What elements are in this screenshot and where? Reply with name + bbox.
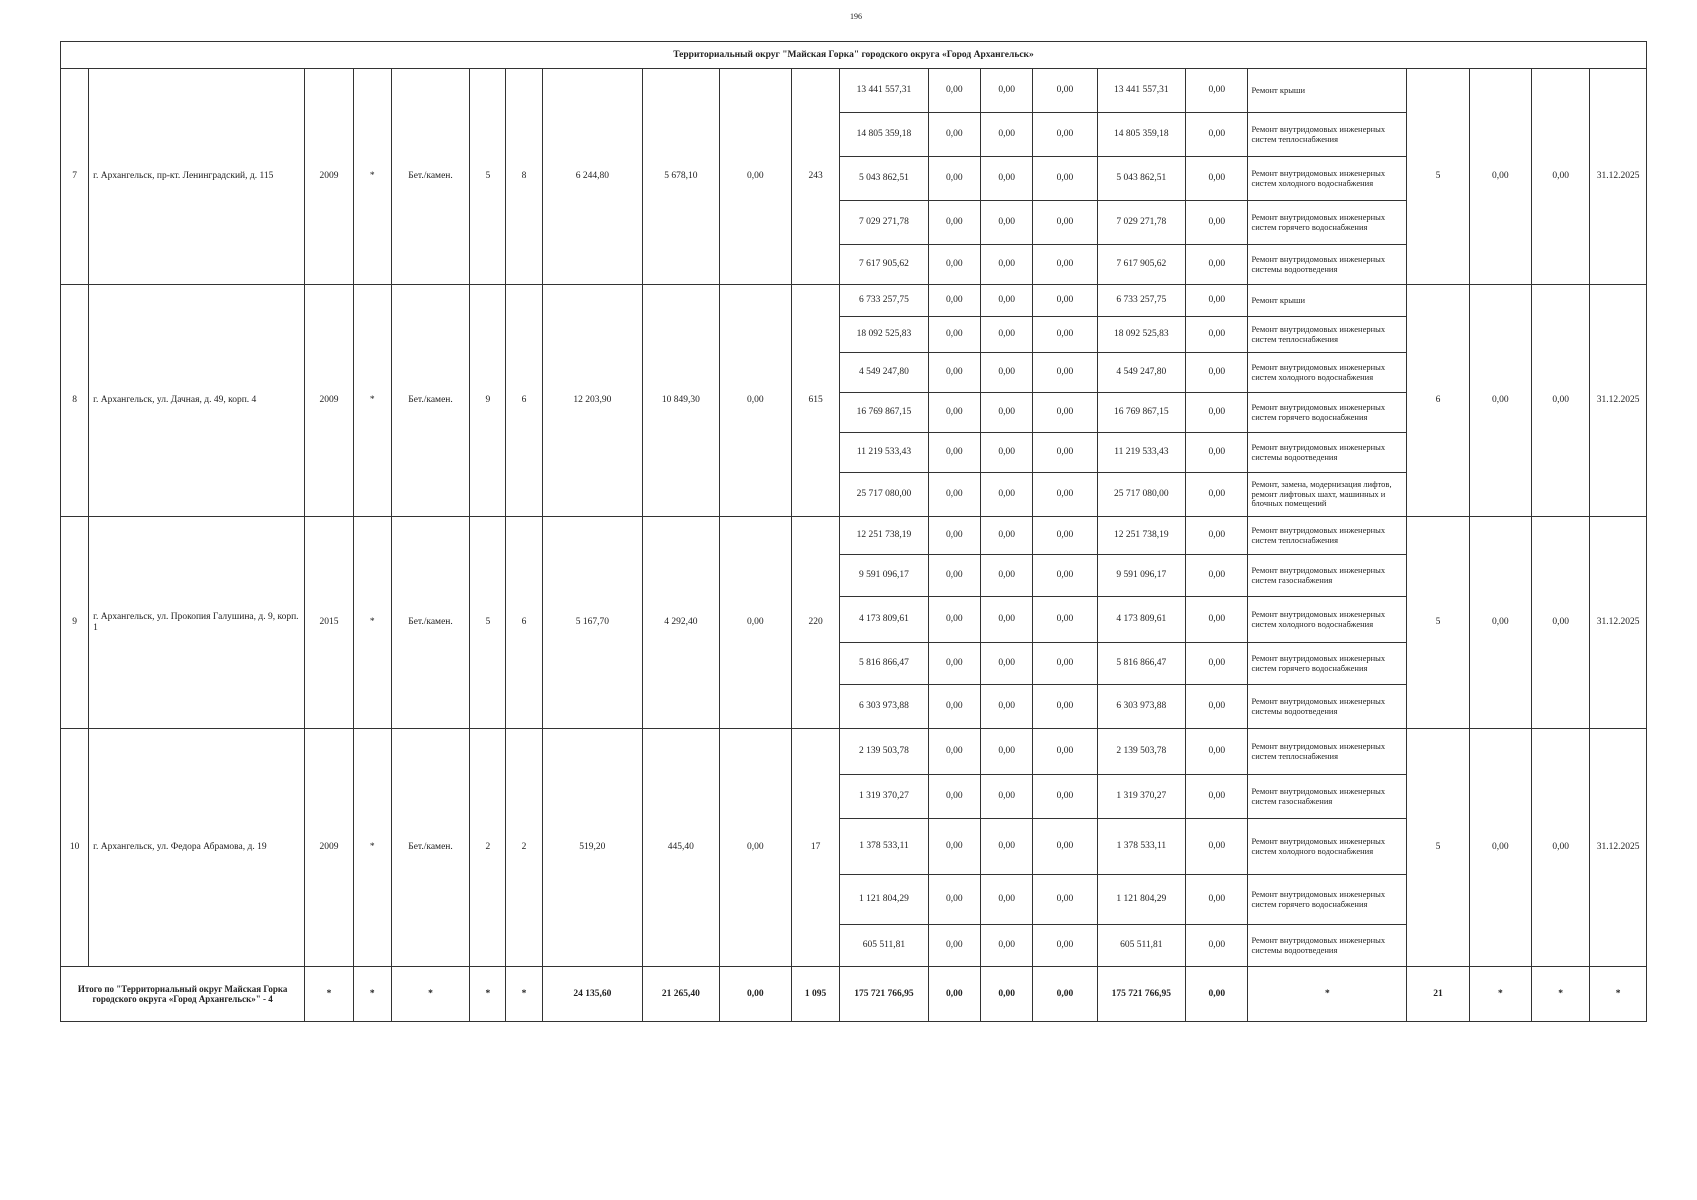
total-area: 6 244,80 <box>542 69 643 285</box>
wall-material: Бет./камен. <box>391 69 469 285</box>
work-funds-2: 0,00 <box>980 201 1032 245</box>
work-funds-other: 0,00 <box>1186 353 1248 393</box>
work-type: Ремонт внутридомовых инженерных системы водоотведения <box>1248 245 1407 285</box>
work-funds-1: 0,00 <box>928 317 980 353</box>
work-funds-other: 0,00 <box>1186 555 1248 597</box>
work-funds-1: 0,00 <box>928 69 980 113</box>
work-funds-1: 0,00 <box>928 393 980 433</box>
work-count: 5 <box>1407 517 1469 729</box>
table-row <box>61 69 1647 113</box>
work-type: Ремонт внутридомовых инженерных системы водоотведения <box>1248 685 1407 729</box>
nonliving-area: 0,00 <box>719 69 791 285</box>
work-funds-1: 0,00 <box>928 555 980 597</box>
total-b: * <box>1532 967 1590 1022</box>
work-type: Ремонт внутридомовых инженерных систем горячего водоснабжения <box>1248 875 1407 925</box>
work-cost: 1 378 533,11 <box>840 819 928 875</box>
last-repair-year: * <box>353 729 391 967</box>
work-type: Ремонт внутридомовых инженерных систем теплоснабжения <box>1248 317 1407 353</box>
living-area: 10 849,30 <box>643 285 719 517</box>
work-type: Ремонт, замена, модернизация лифтов, ремонт лифтовых шахт, машинных и блочных помещений <box>1248 473 1407 517</box>
residents-count: 17 <box>791 729 839 967</box>
work-funds-3: 0,00 <box>1033 285 1097 317</box>
wall-material: Бет./камен. <box>391 285 469 517</box>
work-cost: 18 092 525,83 <box>840 317 928 353</box>
work-cost: 1 121 804,29 <box>840 875 928 925</box>
work-funds-other: 0,00 <box>1186 473 1248 517</box>
completion-date: 31.12.2025 <box>1590 517 1647 729</box>
total-c1: 0,00 <box>928 967 980 1022</box>
residents-count: 615 <box>791 285 839 517</box>
work-funds-1: 0,00 <box>928 433 980 473</box>
commission-year: 2015 <box>305 517 353 729</box>
work-funds-owners: 7 029 271,78 <box>1097 201 1185 245</box>
work-funds-owners: 1 121 804,29 <box>1097 875 1185 925</box>
work-funds-owners: 6 303 973,88 <box>1097 685 1185 729</box>
work-funds-3: 0,00 <box>1033 775 1097 819</box>
work-funds-2: 0,00 <box>980 597 1032 643</box>
work-type: Ремонт внутридомовых инженерных систем холодного водоснабжения <box>1248 819 1407 875</box>
work-funds-other: 0,00 <box>1186 517 1248 555</box>
work-funds-2: 0,00 <box>980 69 1032 113</box>
work-cost: 9 591 096,17 <box>840 555 928 597</box>
work-funds-owners: 14 805 359,18 <box>1097 113 1185 157</box>
work-cost: 14 805 359,18 <box>840 113 928 157</box>
work-cost: 4 549 247,80 <box>840 353 928 393</box>
unit-cost-b: 0,00 <box>1532 69 1590 285</box>
commission-year: 2009 <box>305 69 353 285</box>
work-funds-other: 0,00 <box>1186 245 1248 285</box>
work-type: Ремонт внутридомовых инженерных систем теплоснабжения <box>1248 517 1407 555</box>
work-funds-2: 0,00 <box>980 819 1032 875</box>
completion-date: 31.12.2025 <box>1590 285 1647 517</box>
floor-count: 5 <box>470 517 506 729</box>
unit-cost-a: 0,00 <box>1469 285 1531 517</box>
unit-cost-a: 0,00 <box>1469 729 1531 967</box>
building-number: 10 <box>61 729 89 967</box>
entrance-count: 8 <box>506 69 542 285</box>
floor-count: 2 <box>470 729 506 967</box>
work-funds-other: 0,00 <box>1186 685 1248 729</box>
building-number: 8 <box>61 285 89 517</box>
total-c5: 0,00 <box>1186 967 1248 1022</box>
work-cost: 4 173 809,61 <box>840 597 928 643</box>
total-year: * <box>305 967 353 1022</box>
work-funds-owners: 12 251 738,19 <box>1097 517 1185 555</box>
work-funds-1: 0,00 <box>928 775 980 819</box>
unit-cost-a: 0,00 <box>1469 517 1531 729</box>
work-count: 5 <box>1407 729 1469 967</box>
work-funds-owners: 25 717 080,00 <box>1097 473 1185 517</box>
work-type: Ремонт внутридомовых инженерных систем холодного водоснабжения <box>1248 157 1407 201</box>
work-funds-1: 0,00 <box>928 643 980 685</box>
work-funds-3: 0,00 <box>1033 517 1097 555</box>
work-cost: 6 303 973,88 <box>840 685 928 729</box>
wall-material: Бет./камен. <box>391 517 469 729</box>
living-area: 4 292,40 <box>643 517 719 729</box>
total-type: * <box>1248 967 1407 1022</box>
work-funds-other: 0,00 <box>1186 597 1248 643</box>
entrance-count: 6 <box>506 285 542 517</box>
work-funds-3: 0,00 <box>1033 643 1097 685</box>
building-number: 9 <box>61 517 89 729</box>
living-area: 5 678,10 <box>643 69 719 285</box>
commission-year: 2009 <box>305 285 353 517</box>
work-cost: 11 219 533,43 <box>840 433 928 473</box>
capital-repair-table <box>60 41 1647 1022</box>
work-funds-1: 0,00 <box>928 925 980 967</box>
work-cost: 2 139 503,78 <box>840 729 928 775</box>
work-funds-other: 0,00 <box>1186 729 1248 775</box>
total-c3: 0,00 <box>1033 967 1097 1022</box>
work-type: Ремонт крыши <box>1248 69 1407 113</box>
work-funds-other: 0,00 <box>1186 69 1248 113</box>
table-row <box>61 729 1647 775</box>
building-address: г. Архангельск, ул. Прокопия Галушина, д. 9, корп. 1 <box>89 517 305 729</box>
work-funds-2: 0,00 <box>980 317 1032 353</box>
work-funds-1: 0,00 <box>928 353 980 393</box>
work-cost: 7 029 271,78 <box>840 201 928 245</box>
completion-date: 31.12.2025 <box>1590 69 1647 285</box>
floor-count: 5 <box>470 69 506 285</box>
total-total-area: 24 135,60 <box>542 967 643 1022</box>
work-funds-3: 0,00 <box>1033 157 1097 201</box>
work-type: Ремонт внутридомовых инженерных систем горячего водоснабжения <box>1248 201 1407 245</box>
work-funds-1: 0,00 <box>928 597 980 643</box>
work-cost: 12 251 738,19 <box>840 517 928 555</box>
total-entrances: * <box>506 967 542 1022</box>
work-funds-3: 0,00 <box>1033 317 1097 353</box>
work-count: 6 <box>1407 285 1469 517</box>
work-funds-owners: 4 549 247,80 <box>1097 353 1185 393</box>
table-row <box>61 517 1647 555</box>
total-area: 5 167,70 <box>542 517 643 729</box>
total-c2: 0,00 <box>980 967 1032 1022</box>
building-address: г. Архангельск, ул. Федора Абрамова, д. 19 <box>89 729 305 967</box>
building-address: г. Архангельск, пр-кт. Ленинградский, д. 115 <box>89 69 305 285</box>
unit-cost-b: 0,00 <box>1532 729 1590 967</box>
work-cost: 25 717 080,00 <box>840 473 928 517</box>
work-funds-1: 0,00 <box>928 113 980 157</box>
work-funds-3: 0,00 <box>1033 555 1097 597</box>
work-type: Ремонт внутридомовых инженерных систем холодного водоснабжения <box>1248 353 1407 393</box>
page-number: 196 <box>850 12 862 21</box>
work-funds-other: 0,00 <box>1186 925 1248 967</box>
nonliving-area: 0,00 <box>719 285 791 517</box>
work-count: 5 <box>1407 69 1469 285</box>
work-cost: 13 441 557,31 <box>840 69 928 113</box>
work-funds-2: 0,00 <box>980 775 1032 819</box>
work-funds-3: 0,00 <box>1033 875 1097 925</box>
work-funds-2: 0,00 <box>980 157 1032 201</box>
work-funds-other: 0,00 <box>1186 433 1248 473</box>
unit-cost-b: 0,00 <box>1532 285 1590 517</box>
work-funds-other: 0,00 <box>1186 819 1248 875</box>
nonliving-area: 0,00 <box>719 729 791 967</box>
work-funds-other: 0,00 <box>1186 875 1248 925</box>
work-funds-2: 0,00 <box>980 685 1032 729</box>
work-funds-owners: 6 733 257,75 <box>1097 285 1185 317</box>
work-funds-owners: 13 441 557,31 <box>1097 69 1185 113</box>
section-header-row <box>61 42 1647 69</box>
work-funds-owners: 4 173 809,61 <box>1097 597 1185 643</box>
work-type: Ремонт внутридомовых инженерных систем газоснабжения <box>1248 775 1407 819</box>
work-type: Ремонт внутридомовых инженерных систем горячего водоснабжения <box>1248 643 1407 685</box>
living-area: 445,40 <box>643 729 719 967</box>
work-cost: 5 816 866,47 <box>840 643 928 685</box>
work-funds-2: 0,00 <box>980 643 1032 685</box>
work-funds-2: 0,00 <box>980 353 1032 393</box>
work-funds-3: 0,00 <box>1033 819 1097 875</box>
work-funds-3: 0,00 <box>1033 597 1097 643</box>
work-funds-1: 0,00 <box>928 875 980 925</box>
total-walls: * <box>391 967 469 1022</box>
work-funds-2: 0,00 <box>980 729 1032 775</box>
total-floors: * <box>470 967 506 1022</box>
work-cost: 605 511,81 <box>840 925 928 967</box>
work-funds-owners: 1 319 370,27 <box>1097 775 1185 819</box>
work-funds-2: 0,00 <box>980 285 1032 317</box>
work-funds-1: 0,00 <box>928 201 980 245</box>
work-funds-1: 0,00 <box>928 729 980 775</box>
work-funds-1: 0,00 <box>928 285 980 317</box>
work-type: Ремонт внутридомовых инженерных систем горячего водоснабжения <box>1248 393 1407 433</box>
work-funds-1: 0,00 <box>928 685 980 729</box>
total-c4: 175 721 766,95 <box>1097 967 1185 1022</box>
work-funds-1: 0,00 <box>928 473 980 517</box>
work-funds-other: 0,00 <box>1186 157 1248 201</box>
work-cost: 1 319 370,27 <box>840 775 928 819</box>
work-funds-2: 0,00 <box>980 517 1032 555</box>
total-area: 519,20 <box>542 729 643 967</box>
work-funds-2: 0,00 <box>980 433 1032 473</box>
total-cost: 175 721 766,95 <box>840 967 928 1022</box>
total-year-repair: * <box>353 967 391 1022</box>
work-funds-1: 0,00 <box>928 245 980 285</box>
table-row <box>61 285 1647 317</box>
completion-date: 31.12.2025 <box>1590 729 1647 967</box>
work-funds-3: 0,00 <box>1033 393 1097 433</box>
total-nonliving-area: 0,00 <box>719 967 791 1022</box>
total-a: * <box>1469 967 1531 1022</box>
work-funds-other: 0,00 <box>1186 643 1248 685</box>
work-type: Ремонт внутридомовых инженерных системы водоотведения <box>1248 433 1407 473</box>
work-funds-2: 0,00 <box>980 875 1032 925</box>
work-funds-2: 0,00 <box>980 925 1032 967</box>
work-funds-2: 0,00 <box>980 245 1032 285</box>
work-type: Ремонт крыши <box>1248 285 1407 317</box>
work-funds-owners: 18 092 525,83 <box>1097 317 1185 353</box>
work-funds-3: 0,00 <box>1033 353 1097 393</box>
work-funds-other: 0,00 <box>1186 775 1248 819</box>
work-funds-3: 0,00 <box>1033 729 1097 775</box>
work-type: Ремонт внутридомовых инженерных систем теплоснабжения <box>1248 113 1407 157</box>
work-funds-3: 0,00 <box>1033 925 1097 967</box>
work-funds-3: 0,00 <box>1033 473 1097 517</box>
work-funds-owners: 2 139 503,78 <box>1097 729 1185 775</box>
work-funds-owners: 7 617 905,62 <box>1097 245 1185 285</box>
work-cost: 7 617 905,62 <box>840 245 928 285</box>
work-funds-3: 0,00 <box>1033 201 1097 245</box>
nonliving-area: 0,00 <box>719 517 791 729</box>
building-number: 7 <box>61 69 89 285</box>
work-type: Ремонт внутридомовых инженерных системы водоотведения <box>1248 925 1407 967</box>
total-label: Итого по "Территориальный округ Майская Горка городского округа «Город Архангельск»" - 4 <box>61 967 305 1022</box>
work-funds-other: 0,00 <box>1186 393 1248 433</box>
total-n: 21 <box>1407 967 1469 1022</box>
work-funds-2: 0,00 <box>980 393 1032 433</box>
work-funds-other: 0,00 <box>1186 113 1248 157</box>
total-area: 12 203,90 <box>542 285 643 517</box>
work-funds-other: 0,00 <box>1186 317 1248 353</box>
work-funds-3: 0,00 <box>1033 245 1097 285</box>
work-funds-owners: 605 511,81 <box>1097 925 1185 967</box>
work-funds-other: 0,00 <box>1186 285 1248 317</box>
work-funds-3: 0,00 <box>1033 433 1097 473</box>
work-funds-3: 0,00 <box>1033 113 1097 157</box>
section-title: Территориальный округ "Майская Горка" городского округа «Город Архангельск» <box>61 42 1647 69</box>
last-repair-year: * <box>353 517 391 729</box>
work-funds-1: 0,00 <box>928 517 980 555</box>
work-funds-owners: 9 591 096,17 <box>1097 555 1185 597</box>
work-funds-owners: 1 378 533,11 <box>1097 819 1185 875</box>
work-funds-owners: 5 816 866,47 <box>1097 643 1185 685</box>
entrance-count: 2 <box>506 729 542 967</box>
total-living-area: 21 265,40 <box>643 967 719 1022</box>
work-cost: 16 769 867,15 <box>840 393 928 433</box>
wall-material: Бет./камен. <box>391 729 469 967</box>
last-repair-year: * <box>353 285 391 517</box>
work-funds-1: 0,00 <box>928 819 980 875</box>
work-cost: 6 733 257,75 <box>840 285 928 317</box>
work-type: Ремонт внутридомовых инженерных систем теплоснабжения <box>1248 729 1407 775</box>
floor-count: 9 <box>470 285 506 517</box>
work-funds-2: 0,00 <box>980 113 1032 157</box>
total-residents: 1 095 <box>791 967 839 1022</box>
work-funds-other: 0,00 <box>1186 201 1248 245</box>
commission-year: 2009 <box>305 729 353 967</box>
work-funds-owners: 11 219 533,43 <box>1097 433 1185 473</box>
work-funds-2: 0,00 <box>980 555 1032 597</box>
building-address: г. Архангельск, ул. Дачная, д. 49, корп. 4 <box>89 285 305 517</box>
work-cost: 5 043 862,51 <box>840 157 928 201</box>
work-funds-owners: 5 043 862,51 <box>1097 157 1185 201</box>
work-type: Ремонт внутридомовых инженерных систем холодного водоснабжения <box>1248 597 1407 643</box>
work-funds-owners: 16 769 867,15 <box>1097 393 1185 433</box>
last-repair-year: * <box>353 69 391 285</box>
work-funds-2: 0,00 <box>980 473 1032 517</box>
work-funds-3: 0,00 <box>1033 685 1097 729</box>
residents-count: 220 <box>791 517 839 729</box>
unit-cost-a: 0,00 <box>1469 69 1531 285</box>
residents-count: 243 <box>791 69 839 285</box>
unit-cost-b: 0,00 <box>1532 517 1590 729</box>
work-funds-3: 0,00 <box>1033 69 1097 113</box>
work-funds-1: 0,00 <box>928 157 980 201</box>
work-type: Ремонт внутридомовых инженерных систем газоснабжения <box>1248 555 1407 597</box>
entrance-count: 6 <box>506 517 542 729</box>
total-row <box>61 967 1647 1022</box>
total-date: * <box>1590 967 1647 1022</box>
